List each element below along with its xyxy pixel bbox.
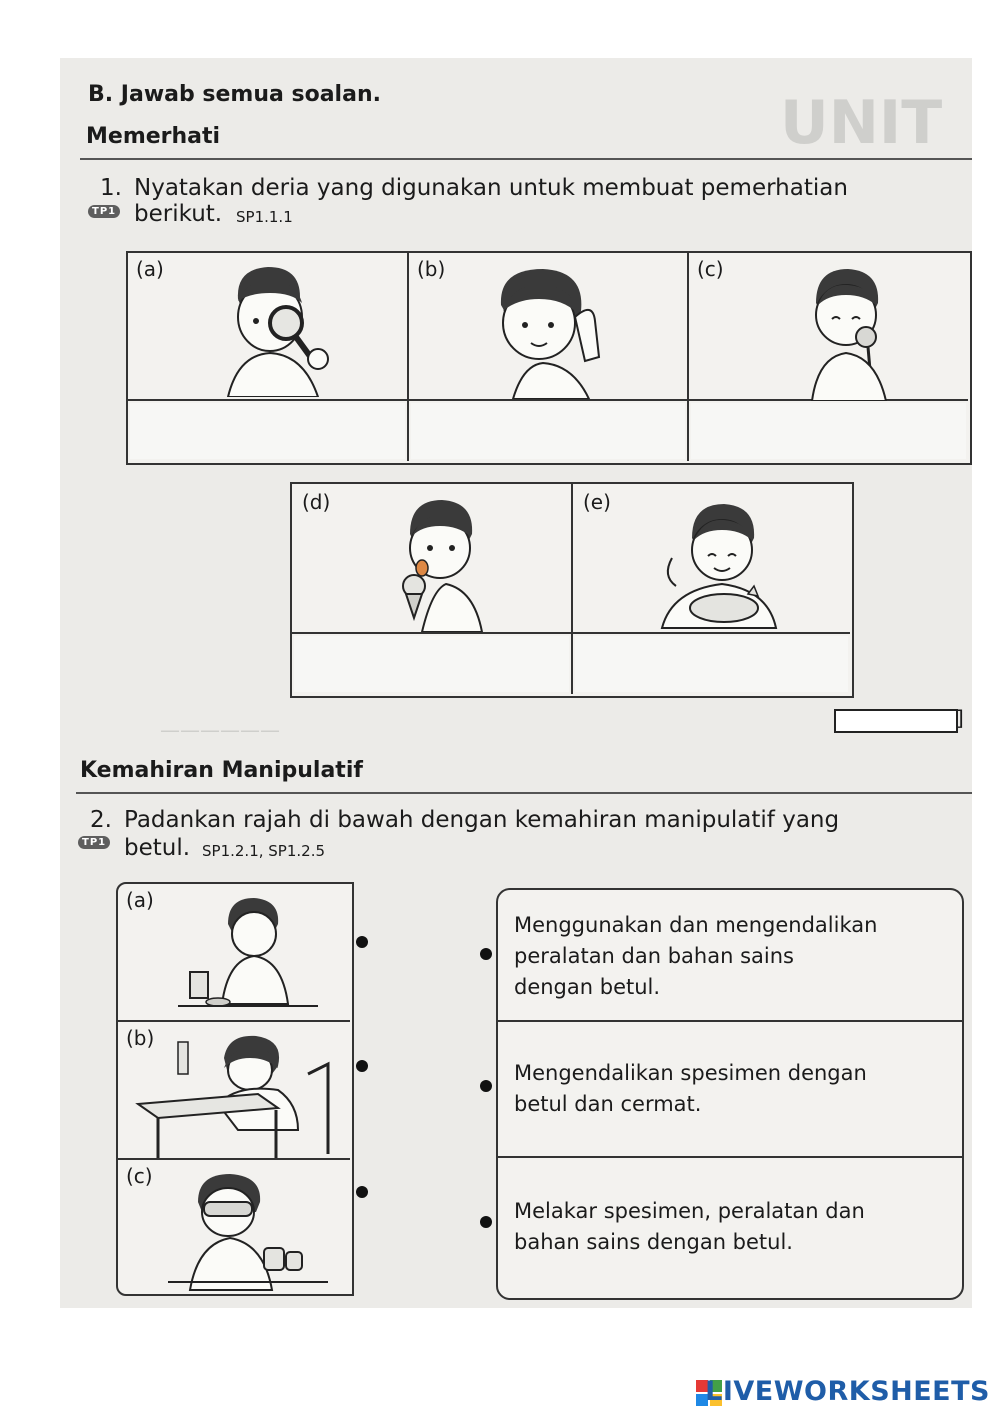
q1-text-line2: berikut. (134, 201, 223, 227)
label-a: (a) (126, 888, 154, 912)
q1-text-line1: Nyatakan deria yang digunakan untuk membuat pemerhatian (134, 175, 848, 201)
label-b: (b) (126, 1026, 155, 1050)
match-dot-left-b[interactable] (356, 1060, 368, 1072)
skill-option-2-line1: Mengendalikan spesimen dengan (514, 1061, 867, 1085)
senses-table-top (126, 251, 972, 465)
part2-heading: Kemahiran Manipulatif (80, 758, 363, 783)
boy-touching-cat-illustration (652, 498, 782, 632)
manipulative-pictures-table (116, 882, 354, 1296)
section-title: B. Jawab semua soalan. (88, 82, 381, 107)
tp1-badge: TP1 (78, 836, 110, 849)
boy-handling-apparatus-illustration (178, 894, 318, 1014)
match-dot-left-a[interactable] (356, 936, 368, 948)
skill-option-3-line2: bahan sains dengan betul. (514, 1230, 793, 1254)
boy-with-goggles-illustration (168, 1172, 328, 1292)
brand-name[interactable]: LIVEWORKSHEETS (705, 1376, 990, 1407)
bleed-through: UNIT (780, 88, 943, 158)
cell-b-answer (409, 401, 689, 461)
skill-option-1-line1: Menggunakan dan mengendalikan (514, 913, 878, 937)
q2-text-line2: betul. (124, 835, 191, 861)
cell-d-answer (292, 634, 573, 694)
divider (498, 1156, 962, 1158)
skill-option-2-line2: betul dan cermat. (514, 1092, 702, 1116)
answer-box-e[interactable] (575, 636, 848, 692)
divider (498, 1020, 962, 1022)
match-dot-left-c[interactable] (356, 1186, 368, 1198)
q1-code: SP1.1.1 (236, 208, 293, 226)
bleed-through: —————— (160, 718, 280, 742)
senses-table-bottom (290, 482, 854, 698)
q2-code: SP1.2.1, SP1.2.5 (202, 842, 326, 860)
skill-option-1 (514, 910, 877, 1003)
cell-a-answer (128, 401, 409, 461)
tp1-badge: TP1 (88, 205, 120, 218)
boy-tasting-illustration (392, 494, 492, 632)
boy-magnifier-illustration (208, 259, 338, 397)
manipulative-skills-box (496, 888, 964, 1300)
skill-option-3-line1: Melakar spesimen, peralatan dan (514, 1199, 865, 1223)
worksheet-scan (60, 58, 972, 1308)
part1-heading: Memerhati (86, 124, 221, 149)
q2-text-line1: Padankan rajah di bawah dengan kemahiran manipulatif yang (124, 807, 840, 833)
skill-option-2 (514, 1058, 867, 1120)
boy-smelling-illustration (796, 263, 906, 401)
label-b: (b) (417, 257, 446, 281)
q1-number: 1. (100, 175, 122, 201)
label-c: (c) (126, 1164, 153, 1188)
match-dot-right-1[interactable] (480, 948, 492, 960)
skill-option-1-line2: peralatan dan bahan sains (514, 944, 794, 968)
heading-divider (76, 792, 972, 794)
answer-box-c[interactable] (691, 403, 966, 459)
boy-drawing-at-desk-illustration (128, 1034, 342, 1158)
label-d: (d) (302, 490, 331, 514)
heading-divider (80, 158, 972, 160)
label-c: (c) (697, 257, 724, 281)
skill-option-1-line3: dengan betul. (514, 975, 661, 999)
skill-option-3 (514, 1196, 865, 1258)
match-dot-right-2[interactable] (480, 1080, 492, 1092)
match-dot-right-3[interactable] (480, 1216, 492, 1228)
label-e: (e) (583, 490, 611, 514)
score-box[interactable] (834, 709, 958, 733)
boy-listening-illustration (473, 261, 623, 399)
label-a: (a) (136, 257, 164, 281)
score-bracket: ] (956, 706, 964, 730)
q2-number: 2. (90, 807, 112, 833)
